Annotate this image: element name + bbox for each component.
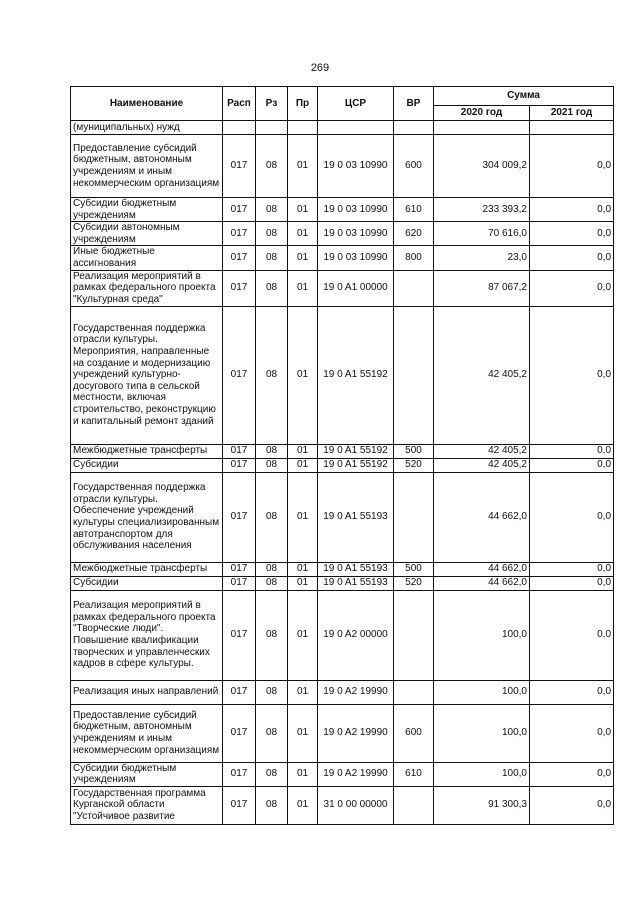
cell-vr: 520 [394, 458, 434, 472]
cell-name: Предоставление субсидий бюджетным, автономным учреждениям и иным некоммерческим организациям [71, 704, 223, 762]
cell-rasp: 017 [223, 576, 256, 590]
cell-pr: 01 [288, 576, 318, 590]
cell-rz: 08 [256, 458, 288, 472]
cell-pr: 01 [288, 222, 318, 246]
cell-name: Предоставление субсидий бюджетным, автономным учреждениям и иным некоммерческим организациям [71, 135, 223, 198]
header-rz: Рз [256, 87, 288, 121]
cell-csr [318, 121, 394, 135]
cell-vr: 800 [394, 246, 434, 270]
cell-csr: 19 0 A1 55192 [318, 444, 394, 458]
cell-rasp: 017 [223, 458, 256, 472]
cell-name: Реализация мероприятий в рамках федерального проекта "Культурная среда" [71, 270, 223, 306]
table-row [71, 306, 614, 444]
table-row [71, 135, 614, 198]
cell-pr: 01 [288, 458, 318, 472]
cell-pr: 01 [288, 680, 318, 704]
cell-y2020: 100,0 [434, 762, 530, 786]
table-row [71, 458, 614, 472]
cell-rz: 08 [256, 680, 288, 704]
cell-y2021: 0,0 [530, 562, 614, 576]
cell-y2021: 0,0 [530, 762, 614, 786]
cell-y2021: 0,0 [530, 786, 614, 824]
header-vr: ВР [394, 87, 434, 121]
cell-rz: 08 [256, 762, 288, 786]
cell-name: Реализация мероприятий в рамках федерального проекта "Творческие люди". Повышение квалификации творческих и управленческих кадров в сфере культуры. [71, 590, 223, 680]
cell-pr: 01 [288, 135, 318, 198]
cell-y2020: 233 393,2 [434, 198, 530, 222]
cell-rasp: 017 [223, 135, 256, 198]
table-row [71, 198, 614, 222]
table-body [71, 121, 614, 825]
cell-name: Государственная поддержка отрасли культуры. Мероприятия, направленные на создание и модернизацию учреждений культурно-досугового типа в сельской местности, включая строительство, реконструкцию и капитальный ремонт зданий [71, 306, 223, 444]
cell-csr: 19 0 A1 55192 [318, 458, 394, 472]
cell-pr: 01 [288, 198, 318, 222]
table-row [71, 444, 614, 458]
cell-csr: 19 0 03 10990 [318, 135, 394, 198]
cell-rasp: 017 [223, 472, 256, 562]
cell-rasp: 017 [223, 786, 256, 824]
cell-y2020: 70 616,0 [434, 222, 530, 246]
cell-rz: 08 [256, 472, 288, 562]
cell-y2020: 44 662,0 [434, 576, 530, 590]
cell-rasp: 017 [223, 704, 256, 762]
table-row [71, 222, 614, 246]
cell-name: Государственная поддержка отрасли культуры. Обеспечение учреждений культуры специализированным автотранспортом для обслуживания населения [71, 472, 223, 562]
header-rasp: Расп [223, 87, 256, 121]
cell-y2021: 0,0 [530, 270, 614, 306]
cell-y2021: 0,0 [530, 222, 614, 246]
cell-rasp: 017 [223, 270, 256, 306]
cell-csr: 19 0 A1 55193 [318, 576, 394, 590]
cell-y2020: 100,0 [434, 680, 530, 704]
cell-rz: 08 [256, 704, 288, 762]
cell-vr [394, 680, 434, 704]
table-row [71, 472, 614, 562]
cell-csr: 19 0 03 10990 [318, 198, 394, 222]
cell-y2020: 23,0 [434, 246, 530, 270]
cell-csr: 19 0 A1 55193 [318, 472, 394, 562]
cell-y2021: 0,0 [530, 704, 614, 762]
cell-rasp: 017 [223, 306, 256, 444]
cell-csr: 31 0 00 00000 [318, 786, 394, 824]
cell-y2021: 0,0 [530, 246, 614, 270]
cell-y2020: 91 300,3 [434, 786, 530, 824]
cell-rasp: 017 [223, 590, 256, 680]
header-csr: ЦСР [318, 87, 394, 121]
cell-vr: 620 [394, 222, 434, 246]
cell-csr: 19 0 03 10990 [318, 246, 394, 270]
table-row [71, 562, 614, 576]
cell-pr: 01 [288, 590, 318, 680]
cell-vr: 520 [394, 576, 434, 590]
cell-rz: 08 [256, 198, 288, 222]
cell-vr: 600 [394, 704, 434, 762]
cell-csr: 19 0 A2 19990 [318, 762, 394, 786]
cell-pr: 01 [288, 704, 318, 762]
header-2020: 2020 год [434, 106, 530, 121]
cell-vr [394, 590, 434, 680]
cell-y2021: 0,0 [530, 590, 614, 680]
cell-y2020: 304 009,2 [434, 135, 530, 198]
cell-name: Реализация иных направлений [71, 680, 223, 704]
cell-y2020: 87 067,2 [434, 270, 530, 306]
cell-csr: 19 0 A1 00000 [318, 270, 394, 306]
cell-name: Субсидии [71, 576, 223, 590]
cell-rasp: 017 [223, 222, 256, 246]
header-sum: Сумма [434, 87, 614, 106]
cell-rz: 08 [256, 246, 288, 270]
cell-vr: 610 [394, 198, 434, 222]
table-row [71, 246, 614, 270]
cell-name: Иные бюджетные ассигнования [71, 246, 223, 270]
cell-pr [288, 121, 318, 135]
cell-y2021: 0,0 [530, 680, 614, 704]
cell-y2020: 100,0 [434, 590, 530, 680]
cell-rz: 08 [256, 135, 288, 198]
table-row [71, 786, 614, 824]
header-pr: Пр [288, 87, 318, 121]
cell-rasp: 017 [223, 246, 256, 270]
cell-rz: 08 [256, 306, 288, 444]
cell-rz: 08 [256, 444, 288, 458]
table-row [71, 576, 614, 590]
cell-rz: 08 [256, 562, 288, 576]
cell-pr: 01 [288, 786, 318, 824]
cell-vr [394, 306, 434, 444]
cell-y2021: 0,0 [530, 472, 614, 562]
cell-y2020: 42 405,2 [434, 444, 530, 458]
cell-csr: 19 0 03 10990 [318, 222, 394, 246]
cell-name: (муниципальных) нужд [71, 121, 223, 135]
cell-name: Субсидии [71, 458, 223, 472]
cell-rz: 08 [256, 222, 288, 246]
cell-rz: 08 [256, 786, 288, 824]
table-row [71, 704, 614, 762]
cell-y2020: 42 405,2 [434, 306, 530, 444]
cell-name: Межбюджетные трансферты [71, 562, 223, 576]
cell-vr [394, 786, 434, 824]
cell-name: Субсидии автономным учреждениям [71, 222, 223, 246]
cell-csr: 19 0 A1 55192 [318, 306, 394, 444]
cell-vr: 610 [394, 762, 434, 786]
table-row [71, 121, 614, 135]
cell-rasp [223, 121, 256, 135]
cell-rz: 08 [256, 270, 288, 306]
table-row [71, 590, 614, 680]
cell-pr: 01 [288, 246, 318, 270]
cell-csr: 19 0 A1 55193 [318, 562, 394, 576]
cell-rasp: 017 [223, 762, 256, 786]
cell-rasp: 017 [223, 562, 256, 576]
cell-y2021: 0,0 [530, 198, 614, 222]
cell-vr [394, 472, 434, 562]
cell-y2021: 0,0 [530, 444, 614, 458]
cell-pr: 01 [288, 762, 318, 786]
cell-y2020 [434, 121, 530, 135]
cell-y2021: 0,0 [530, 306, 614, 444]
cell-name: Межбюджетные трансферты [71, 444, 223, 458]
cell-pr: 01 [288, 306, 318, 444]
cell-y2021: 0,0 [530, 576, 614, 590]
cell-y2020: 44 662,0 [434, 472, 530, 562]
cell-pr: 01 [288, 444, 318, 458]
cell-csr: 19 0 A2 19990 [318, 680, 394, 704]
cell-rz [256, 121, 288, 135]
cell-csr: 19 0 A2 19990 [318, 704, 394, 762]
cell-y2020: 100,0 [434, 704, 530, 762]
cell-rasp: 017 [223, 198, 256, 222]
cell-pr: 01 [288, 270, 318, 306]
budget-table [70, 86, 614, 825]
cell-vr [394, 270, 434, 306]
cell-y2021: 0,0 [530, 458, 614, 472]
table-row [71, 680, 614, 704]
page-number: 269 [310, 62, 330, 74]
cell-vr: 500 [394, 444, 434, 458]
cell-name: Субсидии бюджетным учреждениям [71, 762, 223, 786]
header-name: Наименование [71, 87, 223, 121]
cell-vr: 600 [394, 135, 434, 198]
table-row [71, 762, 614, 786]
cell-rz: 08 [256, 590, 288, 680]
cell-rasp: 017 [223, 444, 256, 458]
cell-pr: 01 [288, 472, 318, 562]
cell-csr: 19 0 A2 00000 [318, 590, 394, 680]
cell-y2020: 42 405,2 [434, 458, 530, 472]
cell-rz: 08 [256, 576, 288, 590]
table-row [71, 270, 614, 306]
cell-vr: 500 [394, 562, 434, 576]
cell-name: Государственная программа Курганской области "Устойчивое развитие [71, 786, 223, 824]
cell-y2021 [530, 121, 614, 135]
cell-y2021: 0,0 [530, 135, 614, 198]
cell-pr: 01 [288, 562, 318, 576]
cell-vr [394, 121, 434, 135]
cell-y2020: 44 662,0 [434, 562, 530, 576]
header-2021: 2021 год [530, 106, 614, 121]
cell-name: Субсидии бюджетным учреждениям [71, 198, 223, 222]
cell-rasp: 017 [223, 680, 256, 704]
